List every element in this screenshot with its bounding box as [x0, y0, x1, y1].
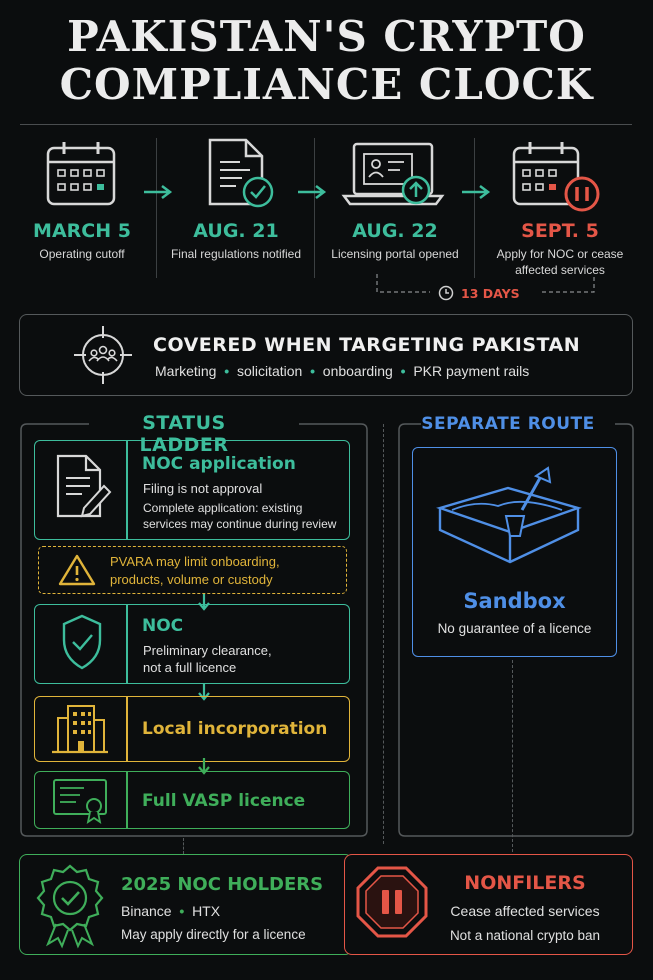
coverage-item: onboarding	[322, 363, 393, 379]
bullet-separator: •	[306, 363, 319, 379]
connector-dashed	[183, 838, 184, 854]
card-divider	[126, 605, 128, 683]
nonfilers-line1: Cease affected services	[450, 903, 600, 919]
noc-line2: not a full licence	[143, 660, 237, 675]
vasp-title: Full VASP licence	[142, 791, 306, 811]
calendar-stop-icon	[512, 140, 602, 214]
noc-line1: Preliminary clearance,	[143, 643, 272, 658]
timeline-date-2: AUG. 21	[193, 220, 279, 242]
coverage-item: Marketing	[155, 363, 217, 379]
warning-icon	[58, 553, 96, 587]
document-pen-icon	[54, 454, 114, 520]
clock-icon	[438, 285, 454, 301]
holder-name: HTX	[192, 903, 221, 919]
timeline	[0, 128, 653, 308]
connector-dashed	[512, 660, 513, 852]
arrow-right-icon	[296, 184, 332, 200]
shield-check-icon	[60, 614, 104, 670]
stop-octagon-icon	[356, 866, 428, 938]
holders-note: May apply directly for a licence	[121, 927, 306, 942]
holders-names	[121, 903, 220, 920]
sandbox-note: No guarantee of a licence	[437, 621, 592, 636]
holders-title: 2025 NOC HOLDERS	[121, 874, 324, 895]
bullet-separator: •	[220, 363, 234, 379]
timeline-label-4b: affected services	[515, 263, 605, 277]
timeline-date-3: AUG. 22	[352, 220, 438, 242]
timeline-label-1: Operating cutoff	[39, 247, 125, 261]
card-divider	[126, 441, 128, 539]
panel-divider	[383, 424, 384, 844]
interval-label: 13 DAYS	[461, 286, 520, 301]
document-check-icon	[206, 138, 276, 210]
noc-application-line3: services may continue during review	[143, 517, 337, 531]
page-title-line1: PAKISTAN'S CRYPTO	[67, 12, 586, 61]
separate-route-heading: SEPARATE ROUTE	[421, 414, 595, 434]
nonfilers-line2: Not a national crypto ban	[449, 928, 601, 943]
warning-line1: PVARA may limit onboarding,	[110, 554, 280, 569]
timeline-label-2: Final regulations notified	[170, 247, 302, 261]
calendar-icon	[46, 140, 118, 206]
noc-title: NOC	[142, 616, 184, 636]
page-title-line2: COMPLIANCE CLOCK	[59, 60, 594, 109]
bullet-separator: •	[175, 903, 189, 919]
incorporation-title: Local incorporation	[142, 719, 328, 739]
arrow-right-icon	[142, 184, 178, 200]
laptop-portal-icon	[342, 142, 446, 210]
bullet-separator: •	[396, 363, 410, 379]
sandbox-title: Sandbox	[463, 589, 566, 613]
certificate-icon	[52, 778, 108, 824]
noc-application-line2: Complete application: existing	[143, 501, 303, 515]
noc-application-title: NOC application	[142, 454, 296, 474]
holder-name: Binance	[121, 903, 172, 919]
target-users-icon	[72, 324, 134, 386]
timeline-date-1: MARCH 5	[33, 220, 131, 242]
coverage-items	[155, 363, 529, 380]
coverage-heading: COVERED WHEN TARGETING PAKISTAN	[153, 334, 581, 356]
arrow-right-icon	[460, 184, 496, 200]
card-divider	[126, 697, 128, 761]
status-ladder-heading: STATUS LADDER	[139, 412, 229, 456]
timeline-label-3: Licensing portal opened	[331, 247, 459, 261]
coverage-item: solicitation	[236, 363, 303, 379]
warning-line2: products, volume or custody	[110, 572, 273, 587]
timeline-date-4: SEPT. 5	[521, 220, 599, 242]
coverage-item: PKR payment rails	[413, 363, 530, 379]
badge-check-icon	[36, 864, 104, 946]
title-divider	[20, 124, 632, 125]
timeline-label-4a: Apply for NOC or cease	[496, 247, 624, 261]
nonfilers-title: NONFILERS	[464, 872, 586, 894]
card-divider	[126, 772, 128, 828]
sandbox-icon	[436, 466, 582, 570]
noc-application-line1: Filing is not approval	[143, 481, 263, 496]
building-icon	[50, 704, 110, 754]
